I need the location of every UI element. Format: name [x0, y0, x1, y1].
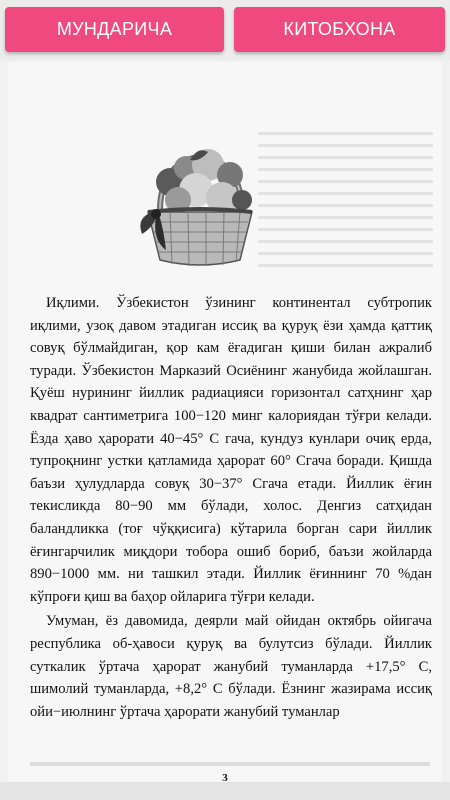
library-button[interactable]: КИТОБХОНА: [234, 7, 445, 52]
fruit-basket-icon: [130, 120, 270, 270]
bleed-through-text: [258, 132, 433, 276]
top-navigation-bar: [0, 0, 450, 60]
paragraph: Умуман, ёз давомида, деярли май ойидан октябрь ойигача республика об-ҳавоси қуруқ ва булутсиз бўлади. Йиллик суткалик ўртача ҳарорат жанубий туманларда +17,5° С, шимолий туманларда, +8,2° С бўлади. Ёзнинг жазирама иссиқ ойи−июлнинг ўртача ҳарорати жанубий туманлар: [30, 613, 432, 720]
page-number: 3: [222, 772, 228, 782]
bleed-through-line: [30, 762, 430, 766]
page-edge-shadow: [0, 782, 450, 800]
book-page[interactable]: [8, 62, 442, 782]
paragraph: Иқлими. Ўзбекистон ўзининг континентал субтропик иқлими, узоқ давом этадиган иссиқ ва қуруқ ёзи ҳамда қаттиқ совуқ бўлмайдиган, қор кам ёғадиган қиши билан ажралиб туради. Ўзбекистон Марказий Осиёнинг жанубида жойлашган. Қуёш нурининг йиллик радиацияси горизонтал сатҳнинг ҳар квадрат сантиметрига 100−120 минг калориядан тўғри келади. Ёзда ҳаво ҳарорати 40−45° С гача, кундуз кунлари очиқ ерда, тупроқнинг устки қатламида ҳарорат 60° Сгача боради. Қишда баъзи ҳулудларда совуқ 30−37° Сгача етади. Йиллик ёғин текисликда 80−90 мм бўлади, холос. Денгиз сатҳидан баландликка (тоғ чўққисига) кўтарила борган сари йиллик ёғингарчилик миқдори тобора ошиб бориб, баъзи жойларда 890−1000 мм. ни ташкил этади. Йиллик ёғиннинг 70 %дан кўпроғи қиш ва баҳор ойларига тўғри келади.: [30, 295, 432, 605]
contents-button[interactable]: МУНДАРИЧА: [5, 7, 224, 52]
article-body: [30, 292, 432, 723]
